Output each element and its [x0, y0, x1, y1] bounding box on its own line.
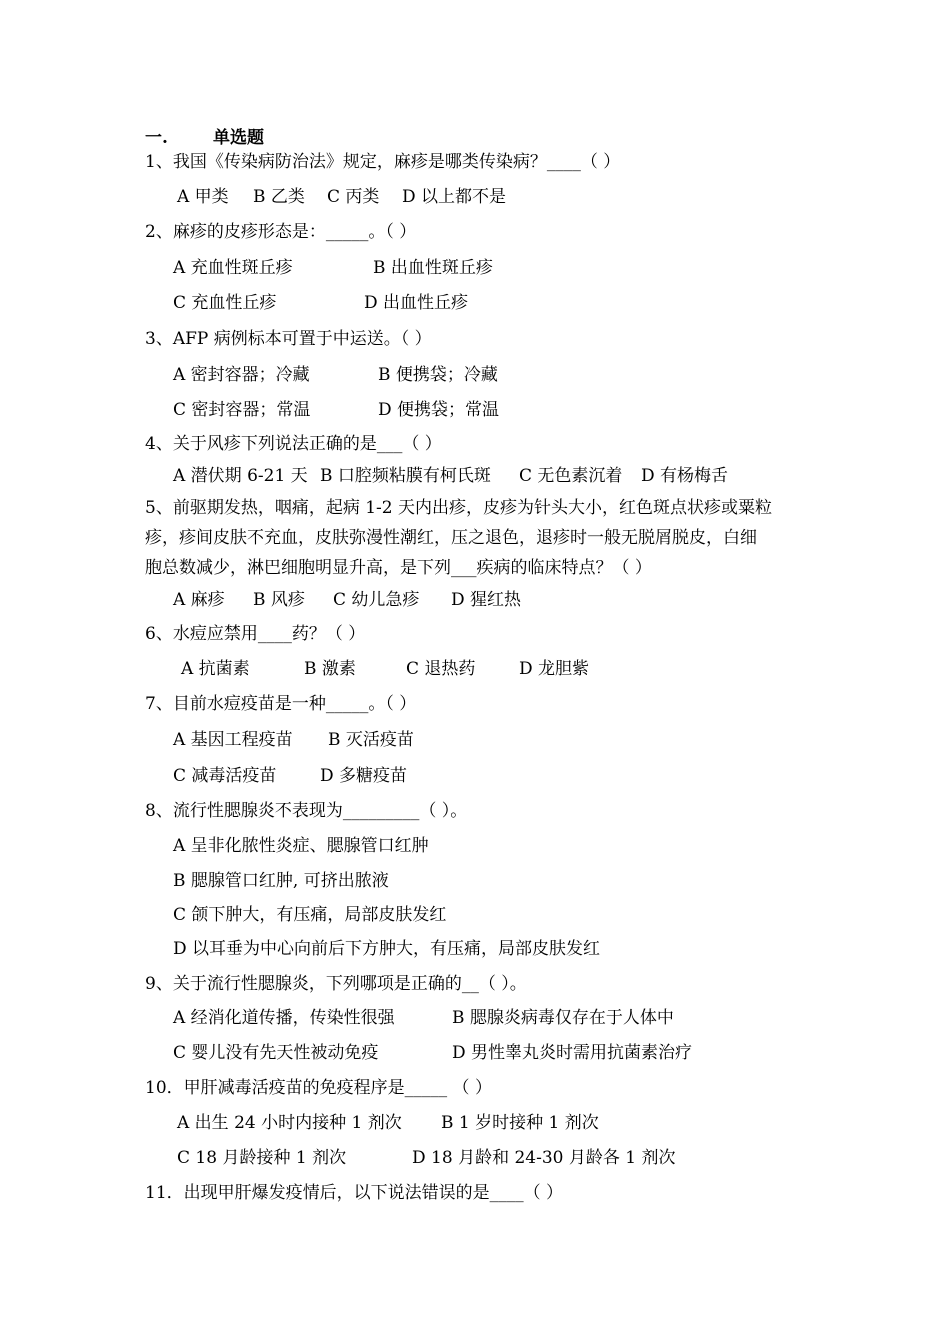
question-7-option-a: A 基因工程疫苗 [173, 730, 293, 750]
question-8-stem: 8、流行性腮腺炎不表现为_________（ ）。 [145, 801, 468, 821]
question-10-option-b: B 1 岁时接种 1 剂次 [441, 1113, 599, 1133]
question-8-option-b: B 腮腺管口红肿, 可挤出脓液 [173, 871, 389, 891]
question-10-stem: 10．甲肝减毒活疫苗的免疫程序是_____ （ ） [145, 1078, 492, 1098]
question-4-option-a: A 潜伏期 6-21 天 [173, 466, 308, 486]
question-4-stem: 4、关于风疹下列说法正确的是___（ ） [145, 434, 442, 454]
question-5-option-b: B 风疹 [253, 590, 305, 610]
question-7-option-b: B 灭活疫苗 [328, 730, 414, 750]
question-10-option-d: D 18 月龄和 24-30 月龄各 1 剂次 [412, 1148, 676, 1168]
question-10-option-a: A 出生 24 小时内接种 1 剂次 [177, 1113, 402, 1133]
question-6-option-a: A 抗菌素 [181, 659, 250, 679]
question-5-option-a: A 麻疹 [173, 590, 225, 610]
question-3-option-d: D 便携袋；常温 [378, 400, 500, 420]
section-number: 一. [145, 128, 168, 148]
question-9-option-b: B 腮腺炎病毒仅存在于人体中 [452, 1008, 674, 1028]
question-6-stem: 6、水痘应禁用____药？（ ） [145, 624, 366, 644]
question-6-option-b: B 激素 [304, 659, 356, 679]
question-7-option-c: C 减毒活疫苗 [173, 766, 277, 786]
question-7-stem: 7、目前水痘疫苗是一种_____。（ ） [145, 694, 417, 714]
question-2-option-c: C 充血性丘疹 [173, 293, 277, 313]
question-2-option-d: D 出血性丘疹 [364, 293, 469, 313]
question-2-option-a: A 充血性斑丘疹 [173, 258, 293, 278]
question-1-option-c: C 丙类 [327, 187, 380, 207]
question-7-option-d: D 多糖疫苗 [320, 766, 408, 786]
question-9-option-d: D 男性睾丸炎时需用抗菌素治疗 [452, 1043, 693, 1063]
question-2-stem: 2、麻疹的皮疹形态是：_____。（ ） [145, 222, 417, 242]
question-5-stem-line-1: 5、前驱期发热，咽痛，起病 1-2 天内出疹，皮疹为针头大小，红色斑点状疹或粟粒 [145, 498, 772, 518]
question-3-option-b: B 便携袋；冷藏 [378, 365, 498, 385]
question-3-option-c: C 密封容器；常温 [173, 400, 311, 420]
question-11-stem: 11．出现甲肝爆发疫情后，以下说法错误的是____（ ） [145, 1183, 564, 1203]
question-5-stem-line-3: 胞总数减少，淋巴细胞明显升高，是下列___疾病的临床特点？（ ） [145, 558, 652, 578]
question-4-option-d: D 有杨梅舌 [641, 466, 729, 486]
question-4-option-b: B 口腔频粘膜有柯氏斑 [320, 466, 491, 486]
question-8-option-d: D 以耳垂为中心向前后下方肿大，有压痛，局部皮肤发红 [173, 939, 601, 959]
question-8-option-a: A 呈非化脓性炎症、腮腺管口红肿 [173, 836, 429, 856]
question-9-option-c: C 婴儿没有先天性被动免疫 [173, 1043, 379, 1063]
question-9-option-a: A 经消化道传播，传染性很强 [173, 1008, 395, 1028]
question-2-option-b: B 出血性斑丘疹 [373, 258, 493, 278]
question-3-option-a: A 密封容器；冷藏 [173, 365, 310, 385]
section-heading [145, 126, 264, 150]
question-1-option-b: B 乙类 [253, 187, 305, 207]
question-5-option-c: C 幼儿急疹 [333, 590, 420, 610]
question-8-option-c: C 颌下肿大，有压痛，局部皮肤发红 [173, 905, 447, 925]
question-1-option-a: A 甲类 [177, 187, 229, 207]
question-4-option-c: C 无色素沉着 [519, 466, 623, 486]
question-1-option-d: D 以上都不是 [402, 187, 507, 207]
question-5-stem-line-2: 疹，疹间皮肤不充血，皮肤弥漫性潮红，压之退色，退疹时一般无脱屑脱皮，白细 [145, 528, 757, 548]
question-6-option-d: D 龙胆紫 [519, 659, 590, 679]
question-5-option-d: D 猩红热 [451, 590, 522, 610]
question-1-stem: 1、我国《传染病防治法》规定，麻疹是哪类传染病？____（ ） [145, 152, 621, 172]
question-3-stem: 3、AFP 病例标本可置于中运送。（ ） [145, 329, 432, 349]
question-9-stem: 9、关于流行性腮腺炎，下列哪项是正确的__（ ）。 [145, 974, 527, 994]
question-10-option-c: C 18 月龄接种 1 剂次 [177, 1148, 347, 1168]
section-title: 单选题 [213, 128, 264, 148]
question-6-option-c: C 退热药 [406, 659, 476, 679]
